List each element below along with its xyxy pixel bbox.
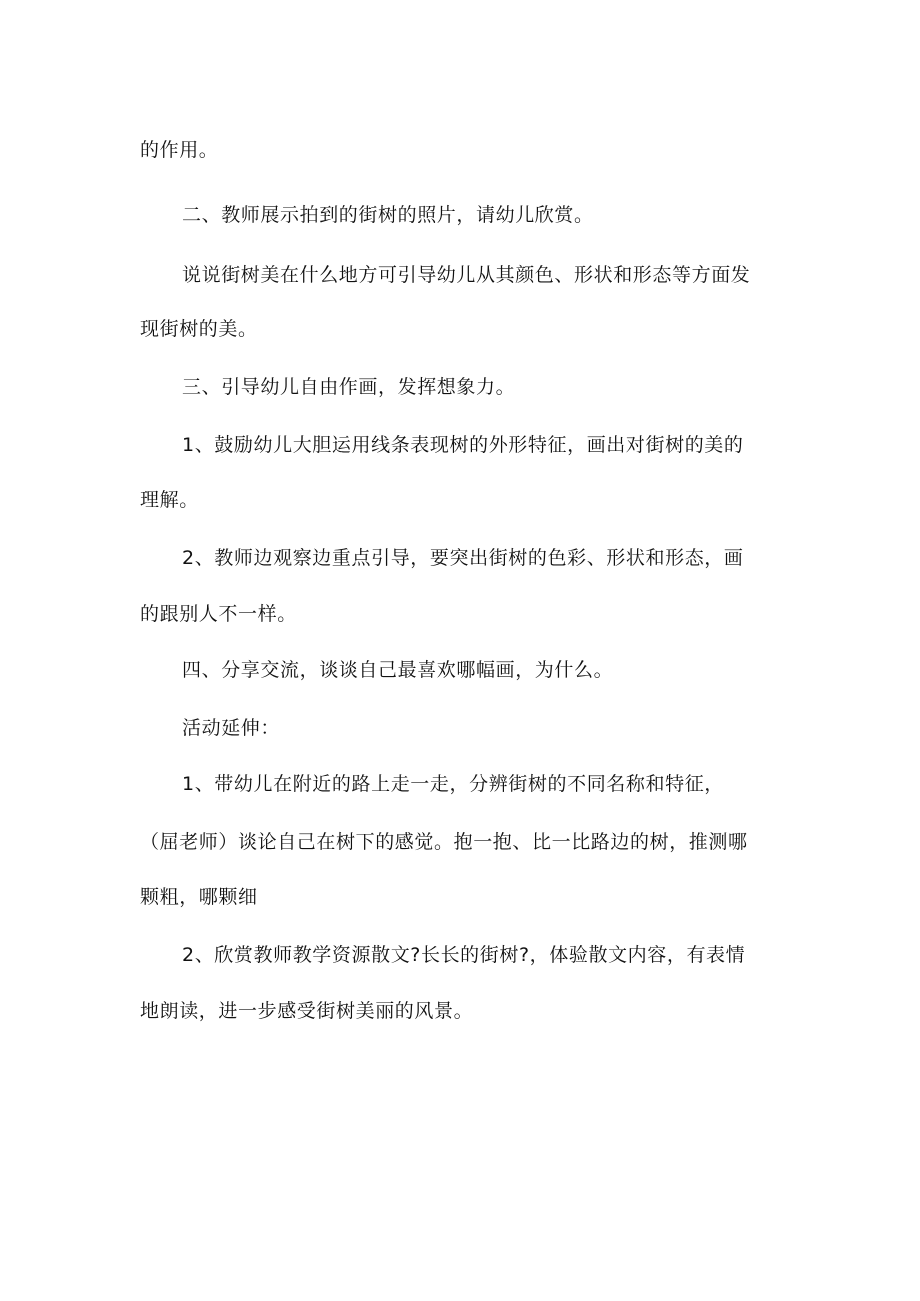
section-heading: 二、教师展示拍到的街树的照片，请幼儿欣赏。 [182,204,594,226]
section-heading: 三、引导幼儿自由作画，发挥想象力。 [182,376,516,398]
section-heading: 四、分享交流，谈谈自己最喜欢哪幅画，为什么。 [182,659,614,681]
text-line: 地朗读，进一步感受街树美丽的风景。 [140,1000,474,1022]
list-item: 2、欣赏教师教学资源散文?长长的街树?，体验散文内容，有表情 [182,944,746,966]
text-line: 的跟别人不一样。 [140,603,297,625]
list-item: 1、鼓励幼儿大胆运用线条表现树的外形特征，画出对街树的美的 [182,434,744,456]
text-line: 颗粗，哪颗细 [140,886,258,908]
text-line: 说说街树美在什么地方可引导幼儿从其颜色、形状和形态等方面发 [182,264,751,286]
text-line: （屈老师）谈论自己在树下的感觉。抱一抱、比一比路边的树，推测哪 [140,831,748,853]
text-line: 现街树的美。 [140,318,258,340]
text-line: 理解。 [140,489,199,511]
list-item: 2、教师边观察边重点引导，要突出街树的色彩、形状和形态，画 [182,547,744,569]
list-item: 1、带幼儿在附近的路上走一走，分辨街树的不同名称和特征， [182,773,724,795]
section-heading: 活动延伸： [182,717,281,739]
text-line: 的作用。 [140,139,219,161]
